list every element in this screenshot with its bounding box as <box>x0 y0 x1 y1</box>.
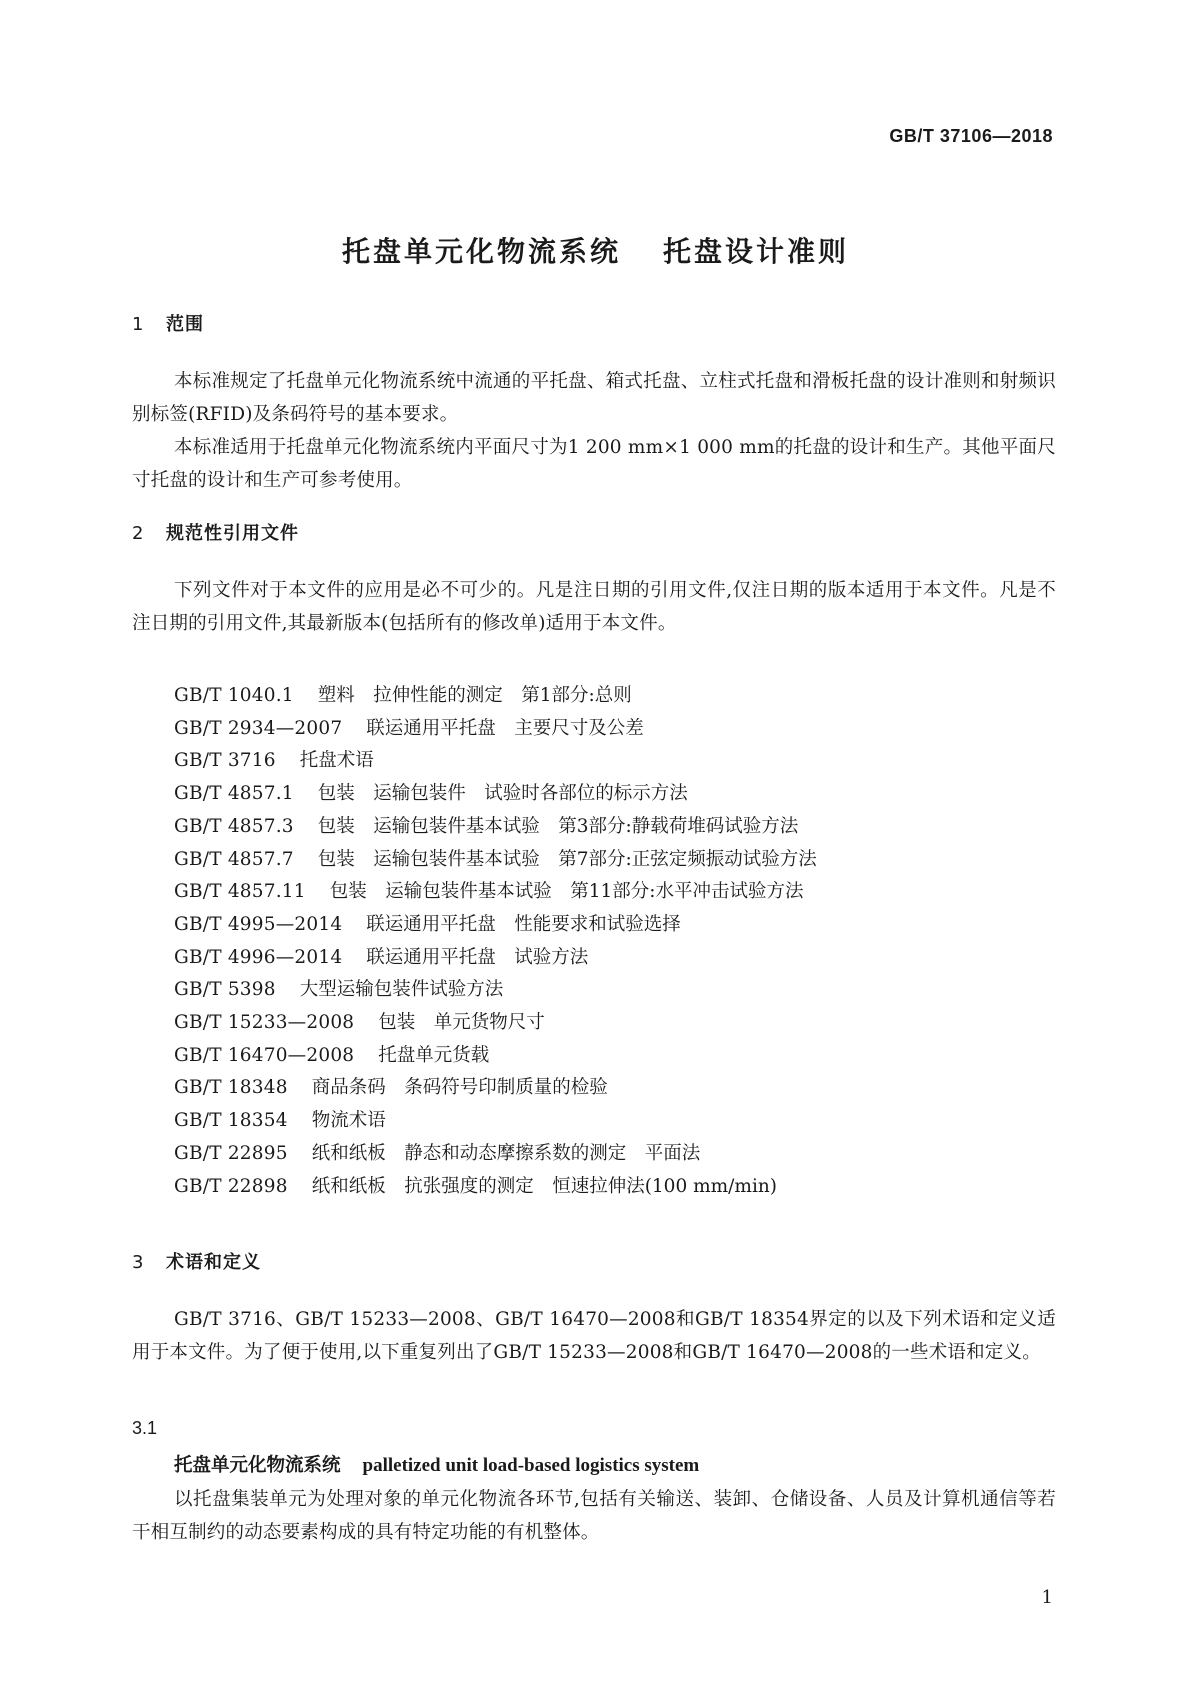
section-number: 3 <box>132 1252 145 1273</box>
reference-item: GB/T 4857.3 包装 运输包装件基本试验 第3部分:静载荷堆码试验方法 <box>174 815 799 837</box>
term-english: palletized unit load-based logistics system <box>362 1455 700 1476</box>
reference-item: GB/T 22898 纸和纸板 抗张强度的测定 恒速拉伸法(100 mm/min) <box>174 1175 778 1197</box>
references-intro: 下列文件对于本文件的应用是必不可少的。凡是注日期的引用文件,仅注日期的版本适用于本文件。凡是不注日期的引用文件,其最新版本(包括所有的修改单)适用于本文件。 <box>132 580 1056 634</box>
reference-item: GB/T 4995—2014 联运通用平托盘 性能要求和试验选择 <box>174 913 681 935</box>
section-number: 2 <box>132 523 145 544</box>
term-definition: 以托盘集装单元为处理对象的单元化物流各环节,包括有关输送、装卸、仓储设备、人员及计算机通信等若干相互制约的动态要素构成的具有特定功能的有机整体。 <box>132 1489 1056 1543</box>
reference-item: GB/T 1040.1 塑料 拉伸性能的测定 第1部分:总则 <box>174 685 632 706</box>
reference-item: GB/T 5398 大型运输包装件试验方法 <box>174 979 504 1001</box>
reference-item: GB/T 15233—2008 包装 单元货物尺寸 <box>174 1012 545 1034</box>
reference-item: GB/T 4857.1 包装 运输包装件 试验时各部位的标示方法 <box>174 783 688 805</box>
terms-intro: GB/T 3716、GB/T 15233—2008、GB/T 16470—2008和GB/T 18354界定的以及下列术语和定义适用于本文件。为了便于使用,以下重复列出了GB/T 15233—2008和GB/T 16470—2008的一些术语和定义。 <box>132 1309 1056 1363</box>
scope-paragraph-1: 本标准规定了托盘单元化物流系统中流通的平托盘、箱式托盘、立柱式托盘和滑板托盘的设计准则和射频识别标签(RFID)及条码符号的基本要求。 <box>132 371 1056 425</box>
standard-code: GB/T 37106—2018 <box>889 126 1053 146</box>
section-number: 1 <box>132 314 145 335</box>
section-heading-scope <box>132 310 204 336</box>
reference-item: GB/T 18348 商品条码 条码符号印制质量的检验 <box>174 1077 608 1099</box>
section-heading-terms <box>132 1248 261 1274</box>
clause-number: 3.1 <box>132 1418 158 1438</box>
reference-item: GB/T 22895 纸和纸板 静态和动态摩擦系数的测定 平面法 <box>174 1142 701 1164</box>
title-part-2: 托盘设计准则 <box>663 235 850 268</box>
document-title <box>0 230 1191 270</box>
reference-item: GB/T 4857.11 包装 运输包装件基本试验 第11部分:水平冲击试验方法 <box>174 881 804 903</box>
reference-item: GB/T 2934—2007 联运通用平托盘 主要尺寸及公差 <box>174 717 644 739</box>
reference-item: GB/T 4857.7 包装 运输包装件基本试验 第7部分:正弦定频振动试验方法 <box>174 848 817 870</box>
reference-item: GB/T 16470—2008 托盘单元货载 <box>174 1044 490 1066</box>
reference-item: GB/T 18354 物流术语 <box>174 1110 386 1132</box>
section-title: 范围 <box>166 314 204 335</box>
term-entry <box>174 1451 699 1477</box>
reference-item: GB/T 3716 托盘术语 <box>174 750 374 772</box>
reference-item: GB/T 4996—2014 联运通用平托盘 试验方法 <box>174 946 589 968</box>
normative-reference-list <box>174 680 1074 1203</box>
title-part-1: 托盘单元化物流系统 <box>341 235 621 268</box>
section-title: 规范性引用文件 <box>166 523 299 544</box>
section-title: 术语和定义 <box>166 1252 261 1273</box>
page-number: 1 <box>1041 1587 1053 1608</box>
section-heading-references <box>132 519 299 545</box>
term-chinese: 托盘单元化物流系统 <box>174 1455 341 1476</box>
scope-paragraph-2: 本标准适用于托盘单元化物流系统内平面尺寸为1 200 mm×1 000 mm的托盘的设计和生产。其他平面尺寸托盘的设计和生产可参考使用。 <box>132 437 1056 491</box>
